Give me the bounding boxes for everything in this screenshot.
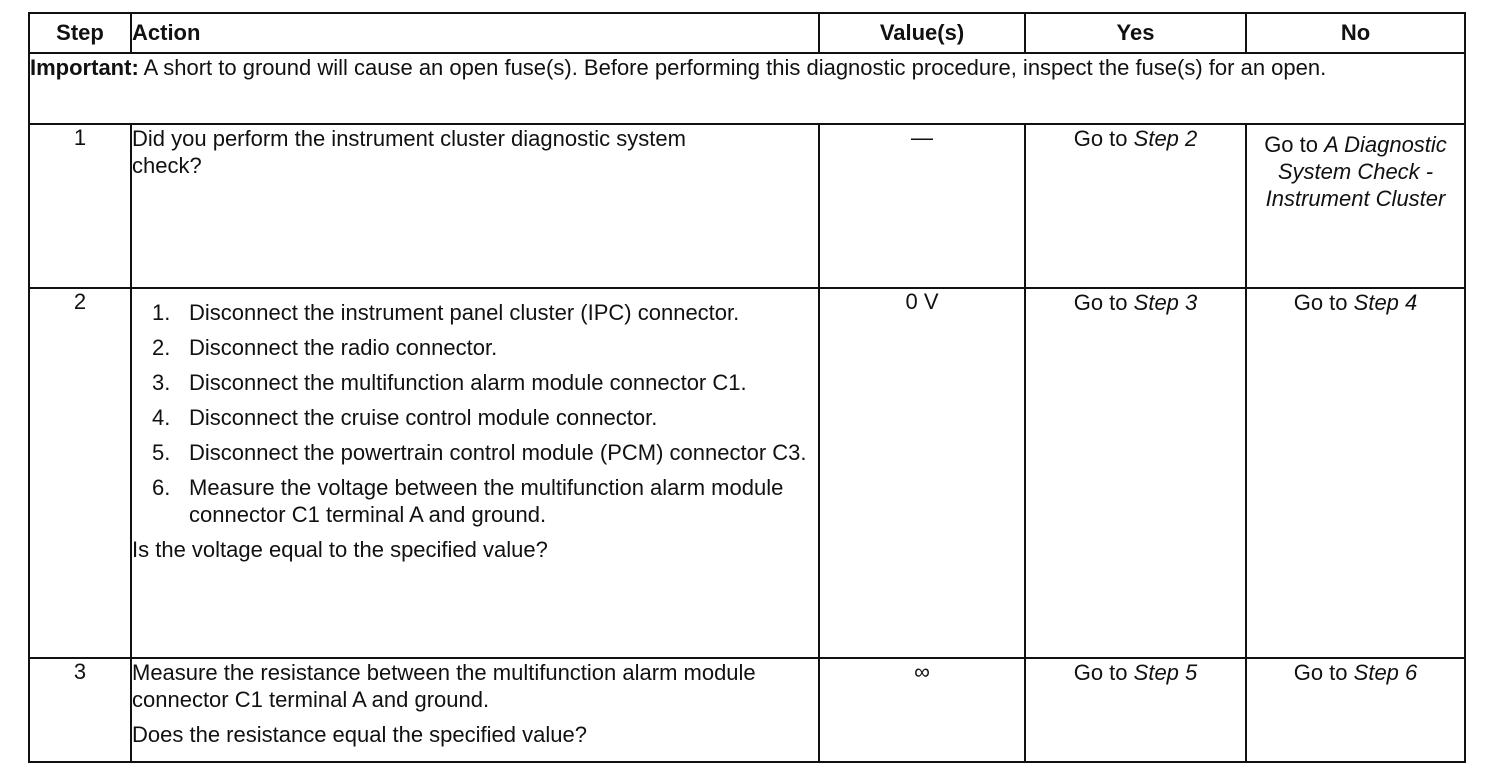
action-question: Is the voltage equal to the specified value?	[132, 537, 548, 562]
important-text: A short to ground will cause an open fuse(s). Before performing this diagnostic procedure, inspect the fuse(s) for an open.	[143, 55, 1327, 80]
header-row	[29, 13, 1465, 53]
no-target: A Diagnostic System Check - Instrument Cluster	[1265, 132, 1447, 211]
yes-cell	[1025, 658, 1246, 762]
important-note	[29, 53, 1465, 124]
list-item: 1. Disconnect the instrument panel cluster (IPC) connector.	[152, 300, 740, 325]
header-action: Action	[131, 13, 819, 53]
yes-cell	[1025, 124, 1246, 288]
no-cell	[1246, 658, 1465, 762]
table-row	[29, 288, 1465, 658]
step-number: 2	[29, 288, 131, 658]
step-number: 1	[29, 124, 131, 288]
value-cell: 0 V	[819, 288, 1025, 658]
action-text	[131, 124, 819, 288]
yes-prefix: Go to	[1073, 290, 1128, 315]
header-values: Value(s)	[819, 13, 1025, 53]
header-no: No	[1246, 13, 1465, 53]
no-prefix: Go to	[1293, 660, 1348, 685]
header-step: Step	[29, 13, 131, 53]
list-item: 3. Disconnect the multifunction alarm module connector C1.	[152, 370, 747, 395]
no-cell	[1246, 124, 1465, 288]
table-row	[29, 658, 1465, 762]
list-item: 5. Disconnect the powertrain control module (PCM) connector C3.	[152, 440, 807, 465]
action-question: Does the resistance equal the specified value?	[132, 722, 587, 747]
list-item: 2. Disconnect the radio connector.	[152, 335, 498, 360]
action-text	[131, 288, 819, 658]
action-description: Did you perform the instrument cluster diagnostic system check?	[132, 126, 686, 178]
step-number: 3	[29, 658, 131, 762]
header-yes: Yes	[1025, 13, 1246, 53]
yes-cell	[1025, 288, 1246, 658]
diagnostic-table	[28, 12, 1466, 763]
table-row	[29, 124, 1465, 288]
important-row	[29, 53, 1465, 124]
yes-target: Step 3	[1133, 290, 1198, 315]
yes-prefix: Go to	[1073, 126, 1128, 151]
no-target: Step 4	[1353, 290, 1418, 315]
action-description: Measure the resistance between the multifunction alarm module connector C1 terminal A and ground.	[132, 660, 756, 712]
value-cell: —	[819, 124, 1025, 288]
no-prefix: Go to	[1264, 132, 1318, 157]
value-cell: ∞	[819, 658, 1025, 762]
yes-prefix: Go to	[1073, 660, 1128, 685]
important-label: Important:	[30, 55, 139, 80]
action-text	[131, 658, 819, 762]
action-steps-list	[132, 299, 818, 528]
list-item: 4. Disconnect the cruise control module connector.	[152, 405, 658, 430]
yes-target: Step 2	[1133, 126, 1198, 151]
no-prefix: Go to	[1293, 290, 1348, 315]
list-item: 6. Measure the voltage between the multifunction alarm module connector C1 terminal A and ground.	[152, 475, 784, 527]
no-cell	[1246, 288, 1465, 658]
no-target: Step 6	[1353, 660, 1418, 685]
yes-target: Step 5	[1133, 660, 1198, 685]
